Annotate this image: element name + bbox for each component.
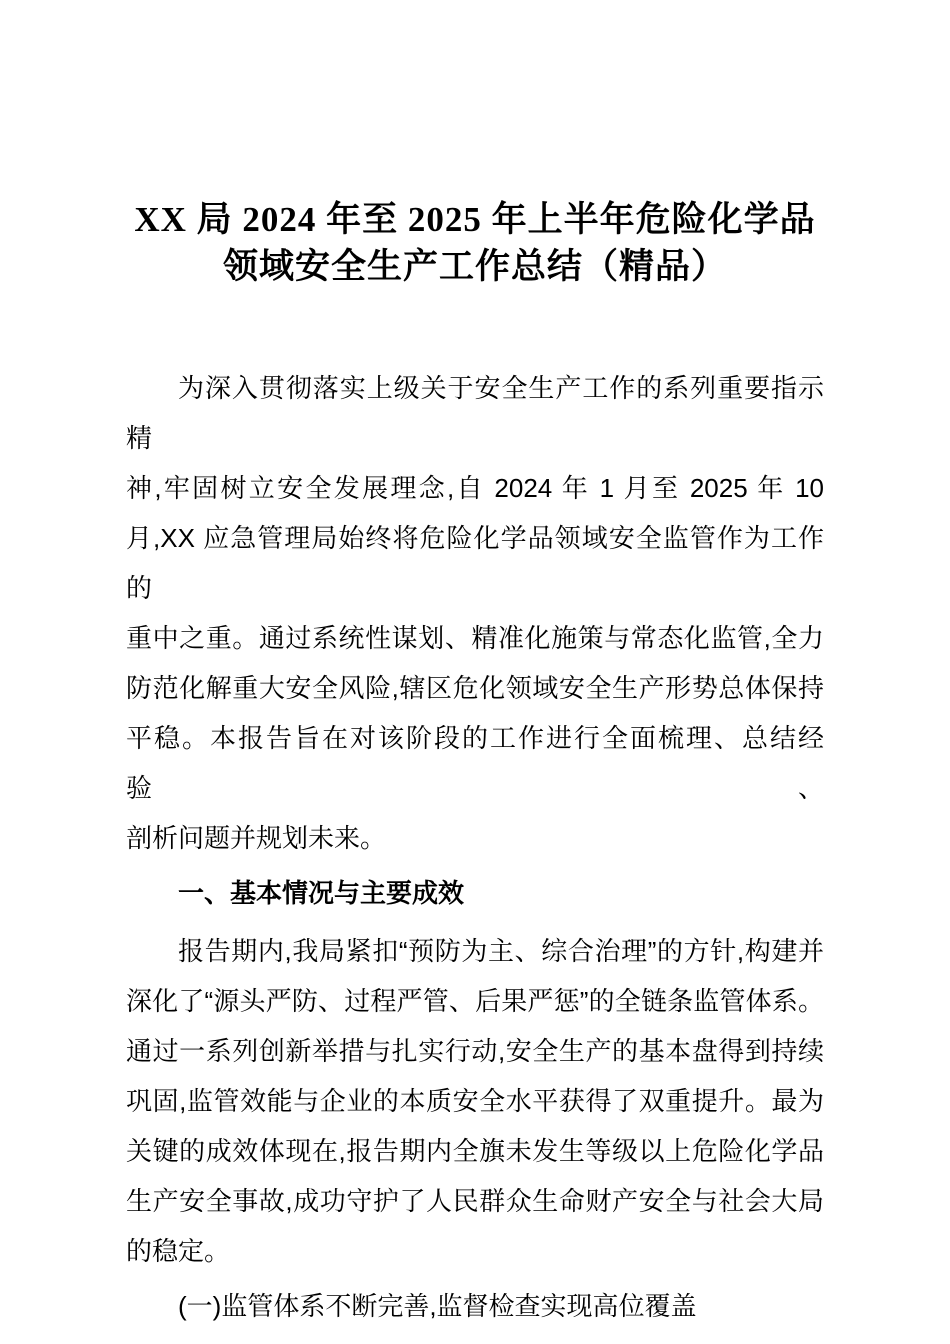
paragraph — [126, 926, 824, 1276]
paragraph-line: 为深入贯彻落实上级关于安全生产工作的系列重要指示精 — [126, 373, 824, 453]
title-line: XX 局 2024 年至 2025 年上半年危险化学品 — [134, 200, 816, 239]
paragraph-line: 月,XX 应急管理局始终将危险化学品领域安全监管作为工作的 — [126, 523, 824, 603]
paragraph-line: 剖析问题并规划未来。 — [126, 823, 387, 853]
paragraph-line: 生产安全事故,成功守护了人民群众生命财产安全与社会大局 — [126, 1186, 824, 1216]
paragraph-line: 关键的成效体现在,报告期内全旗未发生等级以上危险化学品 — [126, 1136, 824, 1166]
document-body — [126, 363, 824, 1331]
document-title — [126, 196, 824, 290]
paragraph-line: 重中之重。通过系统性谋划、精准化施策与常态化监管,全力 — [126, 623, 824, 653]
paragraph-line: 报告期内,我局紧扣“预防为主、综合治理”的方针,构建并 — [178, 936, 824, 966]
title-line: 领域安全生产工作总结（精品） — [222, 247, 727, 286]
paragraph-line: 防范化解重大安全风险,辖区危化领域安全生产形势总体保持 — [126, 673, 824, 703]
paragraph-line: 的稳定。 — [126, 1236, 231, 1266]
paragraph-line: 深化了“源头严防、过程严管、后果严惩”的全链条监管体系。 — [126, 986, 824, 1016]
paragraph-line: 神,牢固树立安全发展理念,自 2024 年 1 月至 2025 年 10 — [126, 473, 824, 503]
paragraph-line: 巩固,监管效能与企业的本质安全水平获得了双重提升。最为 — [126, 1086, 824, 1116]
paragraph-line: 平稳。本报告旨在对该阶段的工作进行全面梳理、总结经验、 — [126, 723, 824, 803]
section-heading: 一、基本情况与主要成效 — [178, 878, 465, 908]
paragraph-line: 通过一系列创新举措与扎实行动,安全生产的基本盘得到持续 — [126, 1036, 824, 1066]
paragraph — [126, 363, 824, 863]
sub-section-heading: (一)监管体系不断完善,监督检查实现高位覆盖 — [178, 1291, 697, 1321]
